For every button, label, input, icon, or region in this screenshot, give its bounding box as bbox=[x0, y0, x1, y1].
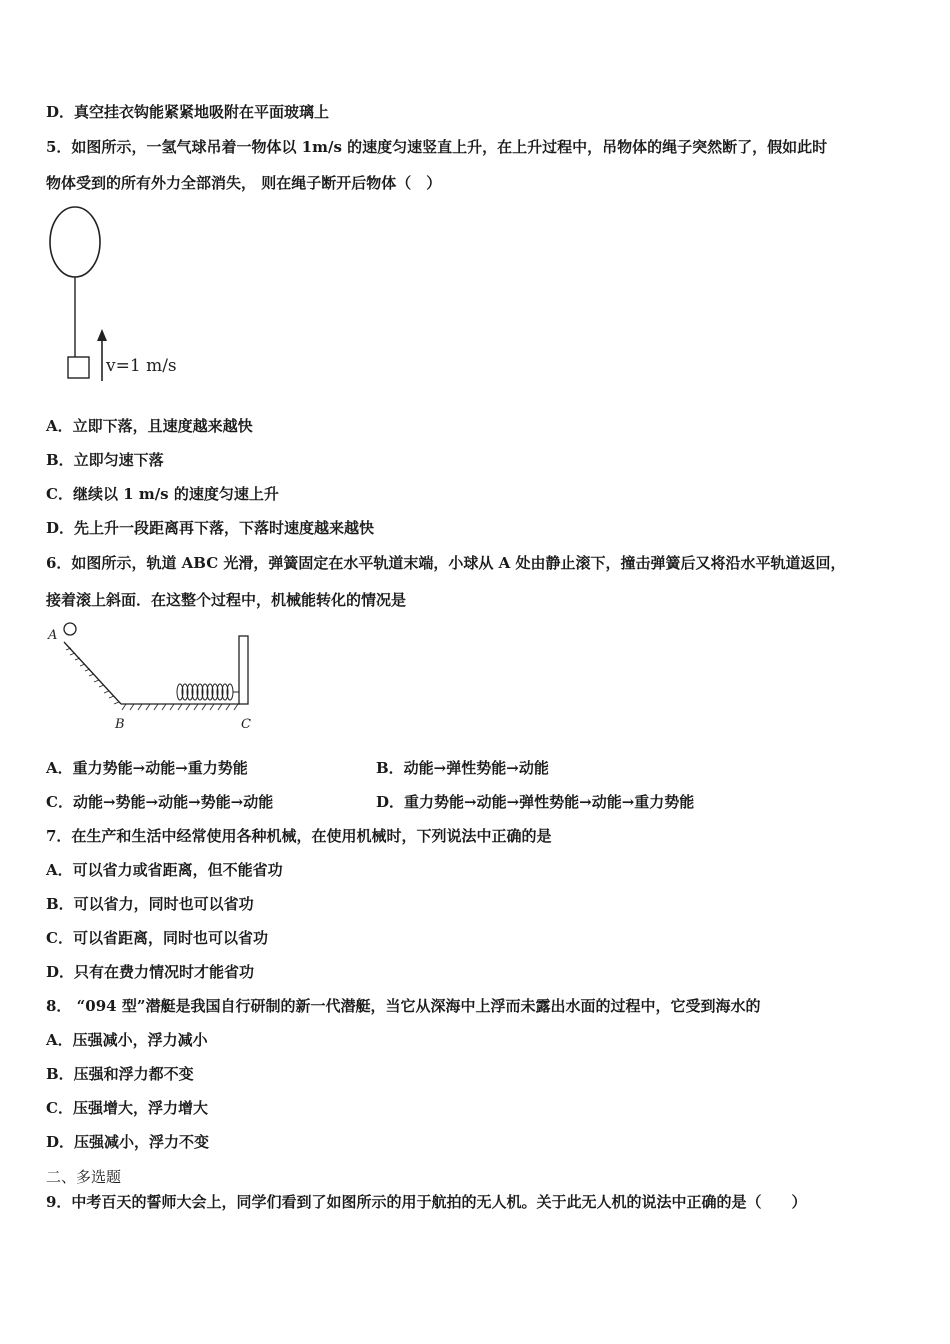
q5-stem-line1: 5．如图所示，一氢气球吊着一物体以 1m/s 的速度匀速竖直上升，在上升过程中，吊物体的绳子突然断了，假如此时 bbox=[46, 138, 828, 156]
label-a: A bbox=[48, 628, 58, 643]
q6-stem-line1: 6．如图所示，轨道 ABC 光滑，弹簧固定在水平轨道末端，小球从 A 处由静止滚下，撞击弹簧后又将沿水平轨道返回， bbox=[46, 554, 846, 572]
object-box bbox=[68, 357, 89, 378]
q6-option-b: B．动能→弹性势能→动能 bbox=[376, 759, 549, 777]
track-hatching bbox=[122, 704, 238, 710]
q7-option-b: B．可以省力，同时也可以省功 bbox=[46, 895, 254, 913]
label-c: C bbox=[241, 717, 251, 732]
q8-option-b: B．压强和浮力都不变 bbox=[46, 1065, 194, 1083]
balloon-figure bbox=[44, 205, 194, 389]
q5-option-b: B．立即匀速下落 bbox=[46, 451, 164, 469]
q5-option-a: A．立即下落，且速度越来越快 bbox=[46, 417, 253, 435]
ball bbox=[64, 623, 76, 635]
q6-option-c: C．动能→势能→动能→势能→动能 bbox=[46, 793, 274, 811]
section-heading-multiple-choice: 二、多选题 bbox=[46, 1168, 122, 1186]
q5-stem-line2: 物体受到的所有外力全部消失， 则在绳子断开后物体（ ） bbox=[46, 174, 442, 192]
q8-option-c: C．压强增大，浮力增大 bbox=[46, 1099, 208, 1117]
q6-option-d: D．重力势能→动能→弹性势能→动能→重力势能 bbox=[376, 793, 695, 811]
incline-hatching bbox=[66, 648, 119, 704]
q8-stem: 8． “094 型”潜艇是我国自行研制的新一代潜艇，当它从深海中上浮而未露出水面的过程中，它受到海水的 bbox=[46, 997, 761, 1015]
q8-option-a: A．压强减小，浮力减小 bbox=[46, 1031, 208, 1049]
track-figure bbox=[44, 620, 264, 742]
q9-stem: 9．中考百天的誓师大会上，同学们看到了如图所示的用于航拍的无人机。关于此无人机的说法中正确的是（ ） bbox=[46, 1193, 807, 1211]
velocity-label: v=1 m/s bbox=[106, 356, 177, 376]
q8-option-d: D．压强减小，浮力不变 bbox=[46, 1133, 210, 1151]
label-b: B bbox=[115, 717, 125, 732]
q7-option-a: A．可以省力或省距离，但不能省功 bbox=[46, 861, 283, 879]
q7-stem: 7．在生产和生活中经常使用各种机械，在使用机械时，下列说法中正确的是 bbox=[46, 827, 552, 845]
q7-option-d: D．只有在费力情况时才能省功 bbox=[46, 963, 255, 981]
spring-coil bbox=[177, 684, 239, 700]
velocity-arrowhead bbox=[97, 329, 107, 341]
q4-option-d: D．真空挂衣钩能紧紧地吸附在平面玻璃上 bbox=[46, 103, 330, 121]
q5-option-d: D．先上升一段距离再下落，下落时速度越来越快 bbox=[46, 519, 375, 537]
wall-block bbox=[239, 636, 248, 704]
q5-option-c: C．继续以 1 m/s 的速度匀速上升 bbox=[46, 485, 279, 503]
q7-option-c: C．可以省距离，同时也可以省功 bbox=[46, 929, 268, 947]
q6-option-a: A．重力势能→动能→重力势能 bbox=[46, 759, 248, 777]
balloon-shape bbox=[50, 207, 100, 277]
q6-stem-line2: 接着滚上斜面．在这整个过程中，机械能转化的情况是 bbox=[46, 591, 407, 609]
incline-surface bbox=[64, 642, 121, 704]
